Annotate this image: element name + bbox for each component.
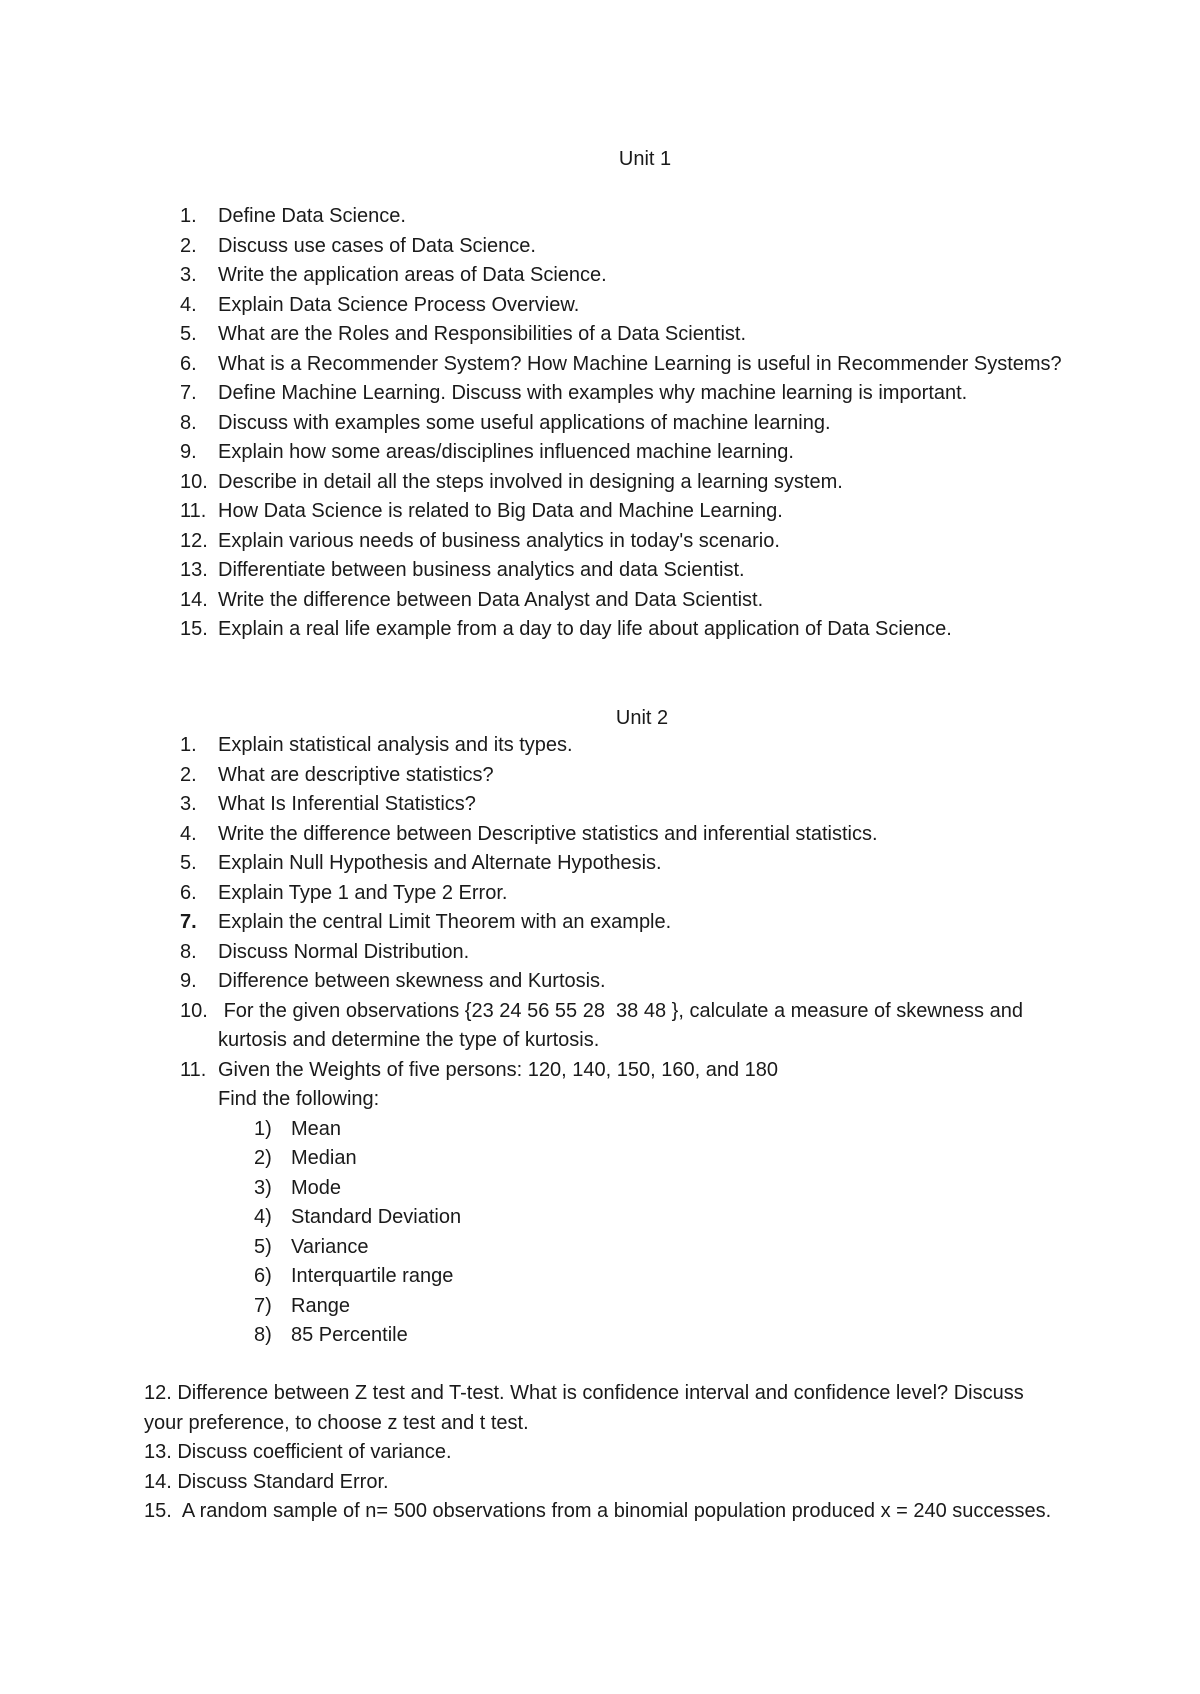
unit-1-question-list <box>180 202 1080 645</box>
question-item <box>180 409 1080 439</box>
question-number: 12. <box>180 529 208 552</box>
question-text: What are descriptive statistics? <box>218 763 494 786</box>
tail-question-paragraph: 13. Discuss coefficient of variance. <box>144 1441 452 1463</box>
question-body <box>218 1056 1080 1351</box>
question-item <box>180 879 1080 909</box>
question-item <box>180 527 1080 557</box>
unit-1-title: Unit 1 <box>618 148 672 170</box>
sub-question-number: 4) <box>254 1206 272 1228</box>
question-item <box>180 350 1080 380</box>
question-item <box>180 261 1080 291</box>
question-text: Define Data Science. <box>218 205 406 227</box>
sub-question-item <box>254 1203 1080 1233</box>
sub-question-item <box>254 1115 1080 1145</box>
question-number: 14. <box>180 588 208 611</box>
question-text: Discuss use cases of Data Science. <box>218 234 536 257</box>
sub-question-item <box>254 1144 1080 1174</box>
sub-question-number: 2) <box>254 1147 272 1169</box>
question-item <box>180 908 1080 938</box>
question-number: 5. <box>180 852 197 874</box>
sub-question-text: Interquartile range <box>291 1265 454 1287</box>
question-number: 2. <box>180 763 197 786</box>
unit-2-title: Unit 2 <box>615 707 669 729</box>
sub-question-number: 5) <box>254 1235 272 1258</box>
question-number: 8. <box>180 940 197 963</box>
question-text: What are the Roles and Responsibilities of a Data Scientist. <box>218 323 747 345</box>
sub-question-text: 85 Percentile <box>291 1324 408 1346</box>
question-text: What Is Inferential Statistics? <box>218 793 476 815</box>
question-item <box>180 232 1080 262</box>
question-number: 4. <box>180 293 197 316</box>
question-item <box>180 790 1080 820</box>
question-item <box>180 1056 1080 1351</box>
unit-2-question-list <box>180 731 1080 1351</box>
question-number: 7. <box>180 382 197 404</box>
question-item <box>180 379 1080 409</box>
question-text: Difference between skewness and Kurtosis. <box>218 970 606 992</box>
question-number: 3. <box>180 793 197 815</box>
question-text: Explain various needs of business analytics in today's scenario. <box>218 529 780 552</box>
question-item <box>180 497 1080 527</box>
question-item <box>180 849 1080 879</box>
question-item <box>180 997 1080 1056</box>
question-number: 6. <box>180 881 197 904</box>
question-number: 5. <box>180 323 197 345</box>
sub-question-item <box>254 1233 1080 1263</box>
sub-question-text: Mean <box>291 1117 342 1140</box>
question-item <box>180 468 1080 498</box>
sub-question-number: 1) <box>254 1117 272 1140</box>
question-item <box>180 820 1080 850</box>
question-number: 3. <box>180 264 197 286</box>
question-text: Explain how some areas/disciplines influenced machine learning. <box>218 441 794 463</box>
tail-question-paragraph: 14. Discuss Standard Error. <box>144 1470 389 1493</box>
question-text: Write the difference between Data Analyst and Data Scientist. <box>218 588 764 611</box>
question-text: How Data Science is related to Big Data and Machine Learning. <box>218 500 783 522</box>
sub-question-text: Mode <box>291 1176 342 1199</box>
question-number: 11. <box>180 1058 207 1081</box>
question-text: Explain Null Hypothesis and Alternate Hypothesis. <box>218 852 662 874</box>
question-number: 10. <box>180 999 208 1022</box>
question-number: 11. <box>180 500 207 522</box>
question-number: 8. <box>180 411 197 434</box>
unit-2-tail-questions <box>144 1379 1064 1527</box>
sub-question-number: 7) <box>254 1294 272 1317</box>
sub-question-item <box>254 1174 1080 1204</box>
question-number: 13. <box>180 559 208 581</box>
question-text: Write the application areas of Data Science. <box>218 264 607 286</box>
question-number: 9. <box>180 441 197 463</box>
question-number: 4. <box>180 822 197 845</box>
sub-question-item <box>254 1321 1080 1351</box>
question-number: 1. <box>180 205 197 227</box>
sub-question-item <box>254 1262 1080 1292</box>
question-item <box>180 938 1080 968</box>
question-number: 2. <box>180 234 197 257</box>
question-number: 1. <box>180 734 197 756</box>
question-number: 9. <box>180 970 197 992</box>
question-item <box>180 731 1080 761</box>
sub-question-list <box>218 1115 1080 1351</box>
question-text: Explain Data Science Process Overview. <box>218 293 580 316</box>
question-item <box>180 556 1080 586</box>
question-subprompt: Find the following: <box>218 1088 380 1110</box>
question-number: 15. <box>180 618 208 640</box>
tail-question-paragraph: 12. Difference between Z test and T-test. What is confidence interval and confidence level? Discuss your preference, to choose z test and t test. <box>144 1382 1024 1434</box>
sub-question-text: Variance <box>291 1235 369 1258</box>
question-text: Given the Weights of five persons: 120, 140, 150, 160, and 180 <box>218 1058 779 1081</box>
question-text: Write the difference between Descriptive statistics and inferential statistics. <box>218 822 878 845</box>
question-text: Define Machine Learning. Discuss with examples why machine learning is important. <box>218 382 968 404</box>
question-text: Explain Type 1 and Type 2 Error. <box>218 881 508 904</box>
sub-question-item <box>254 1292 1080 1322</box>
question-item <box>180 761 1080 791</box>
question-number: 7. <box>180 911 197 933</box>
sub-question-text: Range <box>291 1294 350 1317</box>
question-item <box>180 320 1080 350</box>
question-item <box>180 438 1080 468</box>
question-text: Describe in detail all the steps involved in designing a learning system. <box>218 470 843 493</box>
question-number: 10. <box>180 470 208 493</box>
question-item <box>180 586 1080 616</box>
question-item <box>180 202 1080 232</box>
question-text: Explain a real life example from a day to day life about application of Data Science. <box>218 618 952 640</box>
question-item <box>180 967 1080 997</box>
question-text: Discuss Normal Distribution. <box>218 940 470 963</box>
question-text: Discuss with examples some useful applications of machine learning. <box>218 411 831 434</box>
question-number: 6. <box>180 352 197 375</box>
question-text: Differentiate between business analytics and data Scientist. <box>218 559 745 581</box>
sub-question-number: 6) <box>254 1265 272 1287</box>
sub-question-text: Median <box>291 1147 357 1169</box>
sub-question-number: 8) <box>254 1324 272 1346</box>
question-text: What is a Recommender System? How Machine Learning is useful in Recommender Systems? <box>218 352 1062 375</box>
question-item <box>180 615 1080 645</box>
question-text: For the given observations {23 24 56 55 28 38 48 }, calculate a measure of skewness and kurtosis and determine the type of kurtosis. <box>218 999 1029 1051</box>
tail-question-paragraph: 15. A random sample of n= 500 observations from a binomial population produced x = 240 successes. <box>144 1500 1052 1522</box>
question-text: Explain the central Limit Theorem with an example. <box>218 911 672 933</box>
sub-question-text: Standard Deviation <box>291 1206 462 1228</box>
question-text: Explain statistical analysis and its types. <box>218 734 573 756</box>
sub-question-number: 3) <box>254 1176 272 1199</box>
question-item <box>180 291 1080 321</box>
